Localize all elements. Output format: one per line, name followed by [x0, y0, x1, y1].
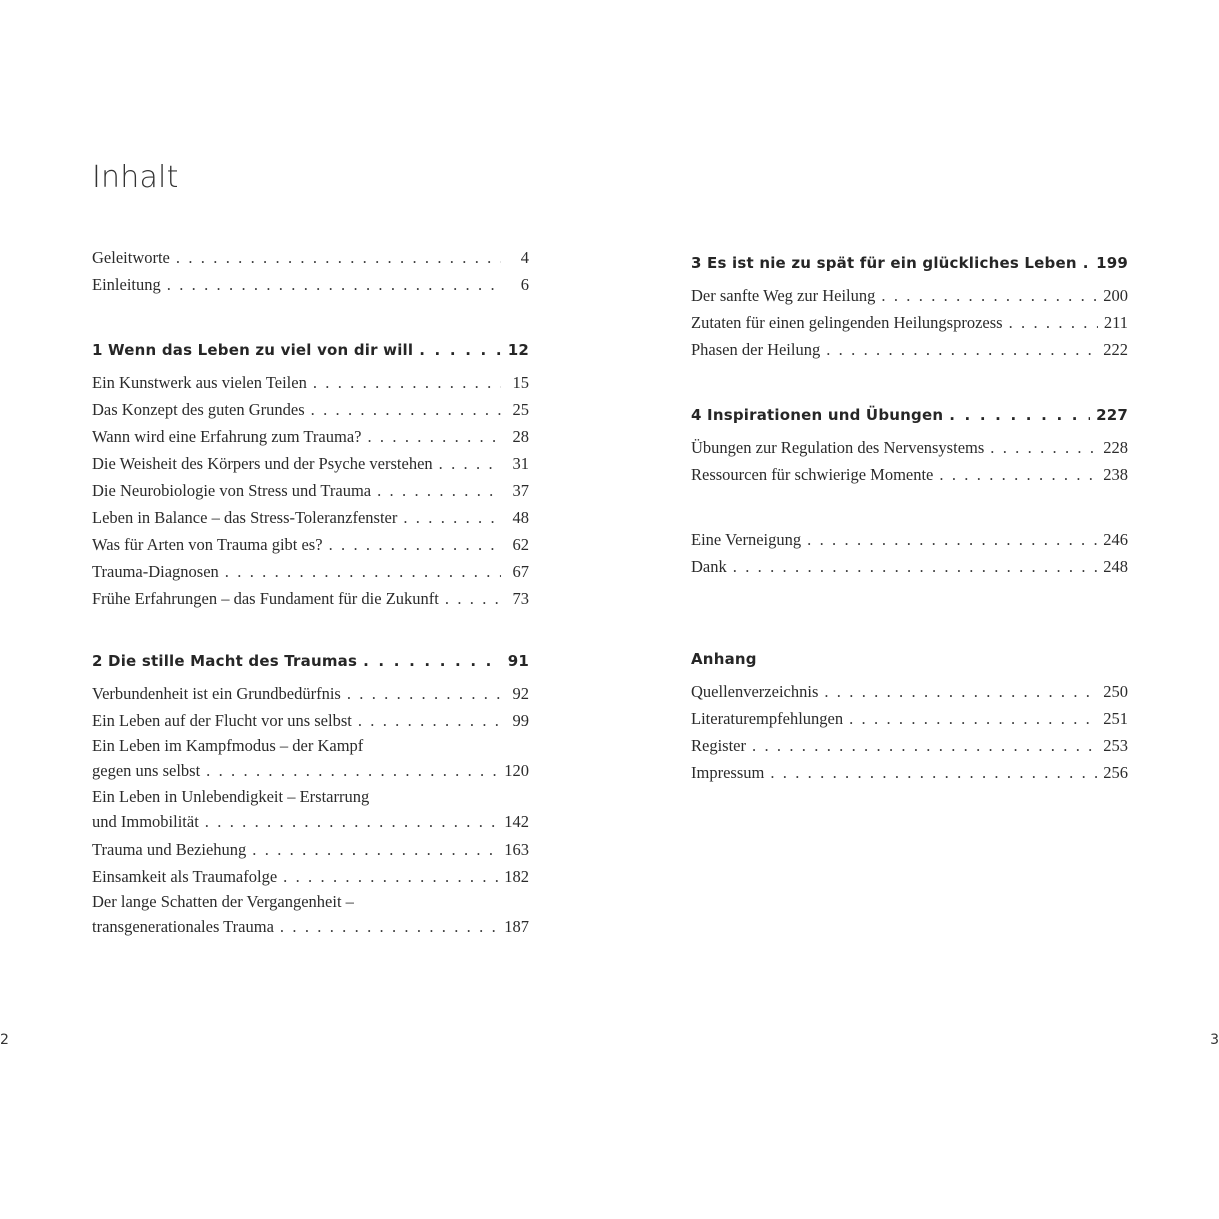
toc-entry-title: Geleitworte — [92, 248, 170, 267]
toc-entry-page: 248 — [1103, 557, 1128, 576]
toc-leader-dots — [377, 477, 501, 504]
toc-leader-dots — [881, 282, 1097, 309]
toc-entry[interactable] — [92, 585, 529, 612]
toc-entry-page: 25 — [512, 400, 529, 419]
toc-entry-title: Impressum — [691, 763, 765, 782]
toc-leader-dots — [283, 863, 498, 890]
toc-leader-dots — [1009, 309, 1098, 336]
toc-entry[interactable] — [691, 526, 1128, 553]
toc-entry-page: 92 — [512, 684, 529, 703]
toc-entry[interactable] — [92, 244, 529, 271]
toc-entry-title: Leben in Balance – das Stress-Toleranzfenster — [92, 508, 398, 527]
toc-entry[interactable] — [92, 890, 529, 941]
toc-entry-title: Literaturempfehlungen — [691, 709, 844, 728]
toc-entry-title: Die Weisheit des Körpers und der Psyche verstehen — [92, 454, 433, 473]
toc-entry-page: 187 — [504, 917, 529, 936]
toc-leader-dots — [824, 678, 1097, 705]
toc-entry-page: 6 — [520, 275, 529, 294]
toc-leader-dots — [311, 396, 501, 423]
toc-entry-title: Dank — [691, 557, 727, 576]
toc-leader-dots — [225, 558, 501, 585]
toc-entry-page: 246 — [1103, 530, 1128, 549]
toc-entry-page: 256 — [1103, 763, 1128, 782]
toc-entry-page: 62 — [512, 535, 529, 554]
toc-entry-page: 222 — [1103, 340, 1128, 359]
toc-entry[interactable] — [92, 558, 529, 585]
toc-entry-page: 73 — [512, 589, 529, 608]
chapter-title: 3 Es ist nie zu spät für ein glückliches Leben — [691, 254, 1077, 272]
chapter-page: 91 — [507, 652, 529, 670]
toc-entry[interactable] — [92, 680, 529, 707]
toc-leader-dots — [347, 680, 501, 707]
toc-entry-title: Frühe Erfahrungen – das Fundament für die Zukunft — [92, 589, 439, 608]
toc-entry-title: Einleitung — [92, 275, 161, 294]
toc-entry[interactable] — [92, 863, 529, 890]
page-number-right: 3 — [1210, 1032, 1219, 1048]
toc-entry-page: 15 — [512, 373, 529, 392]
toc-entry[interactable] — [92, 734, 529, 785]
toc-entry-title-line1: Ein Leben in Unlebendigkeit – Erstarrung — [92, 787, 370, 806]
toc-entry[interactable] — [691, 705, 1128, 732]
toc-leader-dots — [403, 504, 501, 531]
toc-entry-title: Phasen der Heilung — [691, 340, 821, 359]
toc-entry-page: 200 — [1103, 286, 1128, 305]
toc-leader-dots — [280, 914, 498, 940]
toc-entry-page: 28 — [512, 427, 529, 446]
toc-entry-title: Wann wird eine Erfahrung zum Trauma? — [92, 427, 362, 446]
toc-entry-page: 142 — [504, 812, 529, 831]
toc-entry[interactable] — [691, 461, 1128, 488]
toc-entry-title: Der sanfte Weg zur Heilung — [691, 286, 876, 305]
toc-entry[interactable] — [92, 423, 529, 450]
toc-entry-title-line1: Ein Leben im Kampfmodus – der Kampf — [92, 736, 364, 755]
toc-entry-page: 31 — [512, 454, 529, 473]
toc-entry[interactable] — [92, 531, 529, 558]
toc-entry-page: 228 — [1103, 438, 1128, 457]
page-number-left: 2 — [0, 1032, 9, 1048]
toc-leader-dots — [176, 244, 501, 271]
toc-entry[interactable] — [92, 450, 529, 477]
toc-entry-page: 250 — [1103, 682, 1128, 701]
chapter-title: 1 Wenn das Leben zu viel von dir will — [92, 341, 414, 359]
toc-entry-page: 251 — [1103, 709, 1128, 728]
toc-entry-title: Einsamkeit als Traumafolge — [92, 867, 278, 886]
toc-leader-dots — [329, 531, 501, 558]
toc-left-column — [92, 244, 529, 941]
toc-entry[interactable] — [691, 732, 1128, 759]
toc-leader-dots — [439, 450, 501, 477]
toc-entry-title: Ein Leben auf der Flucht vor uns selbst — [92, 711, 352, 730]
toc-entry-title: Eine Verneigung — [691, 530, 802, 549]
toc-entry[interactable] — [691, 336, 1128, 363]
toc-entry[interactable] — [691, 759, 1128, 786]
toc-entry-title: Die Neurobiologie von Stress und Trauma — [92, 481, 372, 500]
appendix-title: Anhang — [691, 650, 757, 668]
toc-entry[interactable] — [691, 678, 1128, 705]
toc-entry-title-line2: gegen uns selbst — [92, 761, 201, 780]
toc-entry[interactable] — [691, 434, 1128, 461]
chapter-title: 2 Die stille Macht des Traumas — [92, 652, 358, 670]
toc-leader-dots — [358, 707, 501, 734]
toc-leader-dots — [770, 759, 1097, 786]
toc-leader-dots — [206, 758, 498, 784]
toc-entry-page: 67 — [512, 562, 529, 581]
toc-entry-title: Was für Arten von Trauma gibt es? — [92, 535, 323, 554]
toc-right-column — [691, 248, 1128, 786]
chapter-heading[interactable] — [691, 248, 1128, 278]
toc-entry-page: 120 — [504, 761, 529, 780]
page-title: Inhalt — [92, 160, 179, 195]
toc-leader-dots — [752, 732, 1097, 759]
chapter-heading[interactable] — [92, 646, 529, 676]
toc-leader-dots — [363, 646, 502, 676]
toc-leader-dots — [826, 336, 1097, 363]
toc-entry[interactable] — [92, 369, 529, 396]
toc-leader-dots — [939, 461, 1097, 488]
toc-entry-page: 238 — [1103, 465, 1128, 484]
toc-leader-dots — [313, 369, 501, 396]
toc-entry-page: 163 — [504, 840, 529, 859]
chapter-title: 4 Inspirationen und Übungen — [691, 406, 944, 424]
toc-entry[interactable] — [92, 707, 529, 734]
toc-leader-dots — [990, 434, 1097, 461]
toc-leader-dots — [367, 423, 501, 450]
toc-entry-title: Quellenverzeichnis — [691, 682, 819, 701]
toc-entry-title: Ressourcen für schwierige Momente — [691, 465, 934, 484]
toc-entry-title-line2: und Immobilität — [92, 812, 199, 831]
toc-leader-dots — [807, 526, 1097, 553]
toc-entry[interactable] — [92, 785, 529, 836]
toc-leader-dots — [849, 705, 1097, 732]
toc-entry[interactable] — [691, 553, 1128, 580]
toc-entry-title: Trauma-Diagnosen — [92, 562, 219, 581]
toc-leader-dots — [1083, 248, 1090, 278]
appendix-heading[interactable] — [691, 644, 1128, 674]
toc-entry-page: 211 — [1103, 313, 1128, 332]
toc-entry-page: 37 — [512, 481, 529, 500]
toc-entry[interactable] — [92, 271, 529, 298]
toc-leader-dots — [167, 271, 501, 298]
toc-entry-page: 48 — [512, 508, 529, 527]
toc-entry-page: 182 — [504, 867, 529, 886]
toc-entry-title-line2: transgenerationales Trauma — [92, 917, 274, 936]
toc-leader-dots — [733, 553, 1098, 580]
toc-entry[interactable] — [92, 477, 529, 504]
toc-entry-title: Ein Kunstwerk aus vielen Teilen — [92, 373, 307, 392]
toc-entry-page: 253 — [1103, 736, 1128, 755]
toc-entry-title: Das Konzept des guten Grundes — [92, 400, 305, 419]
toc-leader-dots — [949, 400, 1090, 430]
toc-entry-title: Übungen zur Regulation des Nervensystems — [691, 438, 985, 457]
chapter-page: 227 — [1096, 406, 1128, 424]
chapter-heading[interactable] — [691, 400, 1128, 430]
toc-entry-page: 4 — [520, 248, 529, 267]
toc-leader-dots — [419, 335, 501, 365]
toc-entry[interactable] — [92, 836, 529, 863]
toc-entry-title: Trauma und Beziehung — [92, 840, 247, 859]
toc-leader-dots — [205, 809, 498, 835]
toc-entry-title: Zutaten für einen gelingenden Heilungsprozess — [691, 313, 1003, 332]
toc-entry-page: 99 — [512, 711, 529, 730]
toc-entry-title: Verbundenheit ist ein Grundbedürfnis — [92, 684, 341, 703]
toc-entry[interactable] — [92, 396, 529, 423]
toc-entry[interactable] — [691, 282, 1128, 309]
chapter-page: 12 — [507, 341, 529, 359]
toc-entry[interactable] — [92, 504, 529, 531]
toc-entry-title: Register — [691, 736, 746, 755]
toc-leader-dots — [445, 585, 501, 612]
toc-leader-dots — [252, 836, 498, 863]
chapter-page: 199 — [1096, 254, 1128, 272]
toc-entry-title-line1: Der lange Schatten der Vergangenheit – — [92, 892, 354, 911]
chapter-heading[interactable] — [92, 335, 529, 365]
toc-entry[interactable] — [691, 309, 1128, 336]
